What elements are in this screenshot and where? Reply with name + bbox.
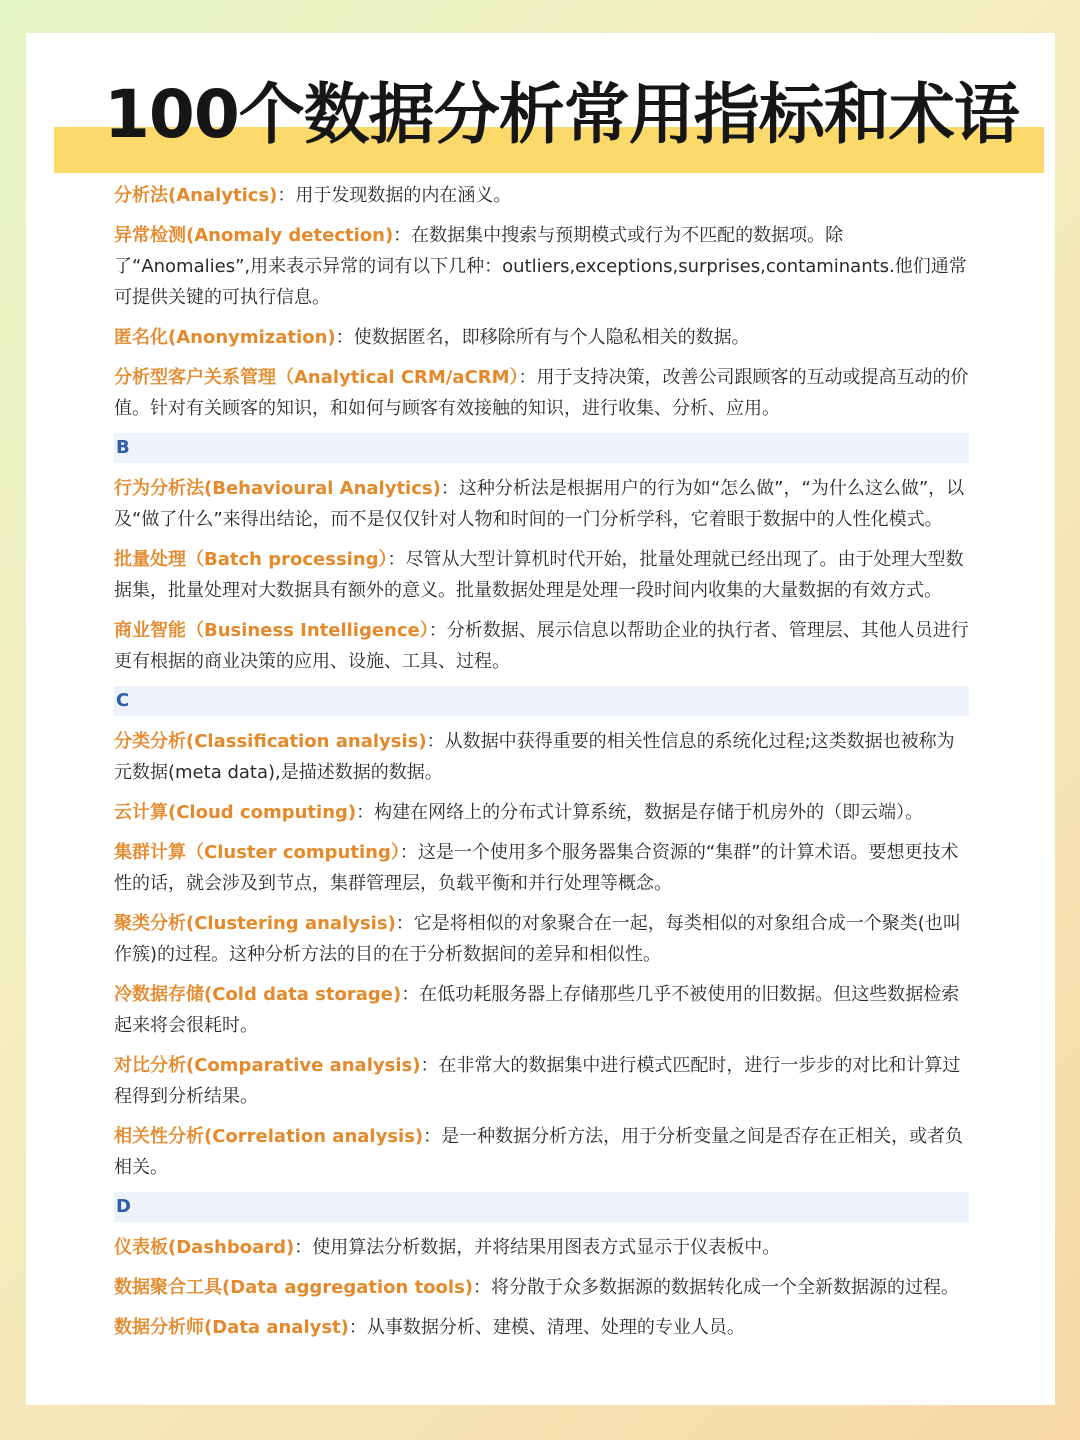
- term-name: 异常检测(Anomaly detection): [114, 225, 394, 246]
- glossary-entry: [114, 1121, 969, 1183]
- term-description: ：这种分析法是根据用户的行为如“怎么做”，“为什么这么做”，以及“做了什么”来得出结论，而不是仅仅针对人物和时间的一门分析学科，它着眼于数据中的人性化模式。: [114, 478, 965, 530]
- term-name: 分析型客户关系管理（Analytical CRM/aCRM）: [114, 367, 519, 388]
- term-name: 行为分析法(Behavioural Analytics): [114, 478, 441, 499]
- glossary-entry: [114, 1050, 969, 1112]
- term-description: ：从事数据分析、建模、清理、处理的专业人员。: [348, 1317, 745, 1338]
- term-description: ：在非常大的数据集中进行模式匹配时，进行一步步的对比和计算过程得到分析结果。: [114, 1055, 961, 1107]
- glossary-list: [114, 180, 969, 1352]
- term-description: ：在低功耗服务器上存储那些几乎不被使用的旧数据。但这些数据检索起来将会很耗时。: [114, 984, 960, 1036]
- term-description: ：构建在网络上的分布式计算系统，数据是存储于机房外的（即云端）。: [356, 802, 924, 823]
- glossary-entry: [114, 726, 969, 788]
- term-description: ：尽管从大型计算机时代开始，批量处理就已经出现了。由于处理大型数据集，批量处理对大数据具有额外的意义。批量数据处理是处理一段时间内收集的大量数据的有效方式。: [114, 549, 964, 601]
- glossary-entry: [114, 544, 969, 606]
- glossary-entry: [114, 473, 969, 535]
- term-description: ：使数据匿名，即移除所有与个人隐私相关的数据。: [335, 327, 750, 348]
- glossary-entry: [114, 322, 969, 353]
- term-description: ：在数据集中搜索与预期模式或行为不匹配的数据项。除了“Anomalies”,用来表示异常的词有以下几种：outliers,exceptions,surprises,contaminants.他们通常可提供关键的可执行信息。: [114, 225, 967, 308]
- term-description: ：将分散于众多数据源的数据转化成一个全新数据源的过程。: [473, 1277, 960, 1298]
- glossary-entry: [114, 837, 969, 899]
- term-name: 数据分析师(Data analyst): [114, 1317, 349, 1338]
- glossary-entry: [114, 1272, 969, 1303]
- term-name: 相关性分析(Correlation analysis): [114, 1126, 424, 1147]
- term-description: ：这是一个使用多个服务器集合资源的“集群”的计算术语。要想更技术性的话，就会涉及到节点，集群管理层，负载平衡和并行处理等概念。: [114, 842, 959, 894]
- term-name: 冷数据存储(Cold data storage): [114, 984, 402, 1005]
- term-description: ：从数据中获得重要的相关性信息的系统化过程;这类数据也被称为元数据(meta data),是描述数据的数据。: [114, 731, 955, 783]
- glossary-entry: [114, 220, 969, 313]
- term-name: 匿名化(Anonymization): [114, 327, 336, 348]
- glossary-entry: [114, 797, 969, 828]
- content-card: [26, 33, 1055, 1405]
- glossary-entry: [114, 615, 969, 677]
- glossary-entry: [114, 908, 969, 970]
- term-name: 仪表板(Dashboard): [114, 1237, 295, 1258]
- term-description: ：用于发现数据的内在涵义。: [277, 185, 512, 206]
- glossary-entry: [114, 1232, 969, 1263]
- section-header-d: D: [114, 1192, 969, 1222]
- term-name: 商业智能（Business Intelligence）: [114, 620, 429, 641]
- page-title: 100个数据分析常用指标和术语: [104, 76, 1019, 153]
- glossary-entry: [114, 362, 969, 424]
- term-description: ：分析数据、展示信息以帮助企业的执行者、管理层、其他人员进行更有根据的商业决策的应用、设施、工具、过程。: [114, 620, 969, 672]
- term-description: ：使用算法分析数据，并将结果用图表方式显示于仪表板中。: [294, 1237, 781, 1258]
- glossary-entry: [114, 1312, 969, 1343]
- term-name: 对比分析(Comparative analysis): [114, 1055, 421, 1076]
- term-description: ：它是将相似的对象聚合在一起，每类相似的对象组合成一个聚类(也叫作簇)的过程。这种分析方法的目的在于分析数据间的差异和相似性。: [114, 913, 961, 965]
- term-name: 批量处理（Batch processing）: [114, 549, 388, 570]
- term-name: 云计算(Cloud computing): [114, 802, 357, 823]
- glossary-entry: [114, 180, 969, 211]
- term-name: 数据聚合工具(Data aggregation tools): [114, 1277, 474, 1298]
- section-header-b: B: [114, 433, 969, 463]
- term-description: ：是一种数据分析方法，用于分析变量之间是否存在正相关，或者负相关。: [114, 1126, 964, 1178]
- term-name: 集群计算（Cluster computing）: [114, 842, 400, 863]
- glossary-entry: [114, 979, 969, 1041]
- term-description: ：用于支持决策，改善公司跟顾客的互动或提高互动的价值。针对有关顾客的知识，和如何与顾客有效接触的知识，进行收集、分析、应用。: [114, 367, 969, 419]
- term-name: 聚类分析(Clustering analysis): [114, 913, 396, 934]
- title-area: [54, 65, 1044, 151]
- term-name: 分析法(Analytics): [114, 185, 278, 206]
- section-header-c: C: [114, 686, 969, 716]
- term-name: 分类分析(Classification analysis): [114, 731, 427, 752]
